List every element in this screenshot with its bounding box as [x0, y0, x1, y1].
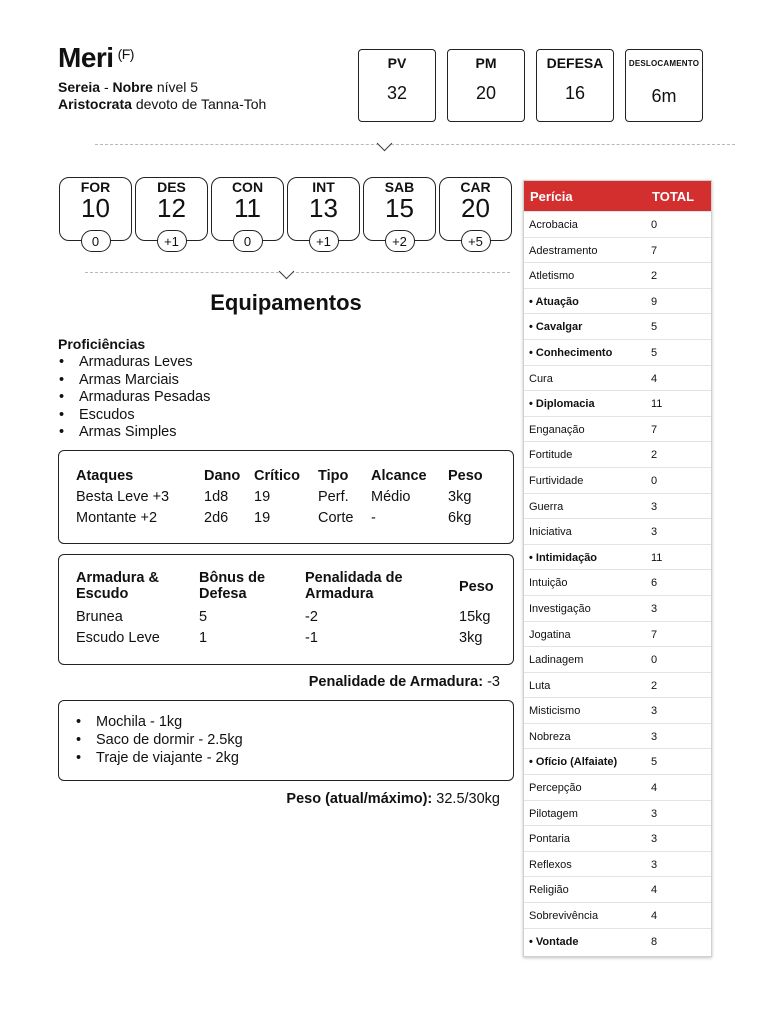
list-item: • Armas Simples — [58, 424, 210, 442]
skill-total: 3 — [651, 807, 658, 820]
skill-name: Furtividade — [529, 474, 584, 487]
skill-total: 11 — [651, 551, 663, 564]
skill-total: 8 — [651, 935, 658, 948]
table-header: Peso — [448, 468, 483, 484]
table-cell: Corte — [318, 510, 354, 526]
table-row — [524, 748, 711, 774]
list-item: • Mochila - 1kg — [76, 714, 243, 732]
table-header: Penalidada de Armadura — [305, 570, 403, 602]
list-item: • Armas Marciais — [58, 372, 210, 390]
attribute-des — [135, 177, 208, 249]
table-header: Crítico — [254, 468, 300, 484]
table-cell: 3kg — [448, 489, 472, 505]
table-row — [524, 672, 711, 698]
table-cell: 5 — [199, 609, 208, 625]
attribute-label: CAR — [460, 179, 491, 195]
table-row — [524, 902, 711, 928]
attribute-con — [211, 177, 284, 249]
skill-total: 0 — [651, 219, 658, 231]
table-row — [524, 262, 711, 288]
skill-total: 3 — [651, 500, 658, 513]
skill-total: 11 — [651, 398, 663, 411]
table-row — [524, 390, 711, 416]
skill-name: Luta — [529, 679, 551, 692]
attribute-value: 10 — [81, 193, 110, 223]
attribute-value: 15 — [385, 193, 414, 223]
skill-name: • Atuação — [529, 295, 579, 308]
table-row — [524, 493, 711, 519]
skill-total: 2 — [651, 270, 658, 283]
attribute-for — [59, 177, 132, 249]
table-row — [524, 774, 711, 800]
stat-label: DEFESA — [546, 55, 604, 71]
table-row — [524, 876, 711, 902]
attribute-label: CON — [231, 179, 264, 195]
skill-name: Religião — [529, 884, 569, 897]
race-origin-line — [58, 79, 198, 95]
table-header: Tipo — [318, 468, 349, 484]
skill-total: 7 — [651, 628, 658, 641]
skill-name: Fortitude — [529, 449, 573, 462]
section-title: Equipamentos — [210, 290, 362, 315]
skills-header-total: TOTAL — [652, 189, 695, 204]
character-name-text: Meri — [58, 42, 114, 73]
skill-total: 3 — [651, 705, 658, 718]
stat-label: DESLOCAMENTO — [628, 59, 700, 68]
table-cell: 19 — [254, 489, 271, 505]
skill-name: Nobreza — [529, 730, 571, 743]
attribute-sab — [363, 177, 436, 249]
table-row — [524, 723, 711, 749]
skills-table — [523, 180, 712, 957]
skill-total: 6 — [651, 577, 658, 590]
skills-rows — [524, 211, 711, 953]
list-item: • Armaduras Leves — [58, 354, 210, 372]
stat-pv — [358, 49, 436, 122]
race: Sereia — [58, 79, 101, 95]
table-row — [524, 288, 711, 314]
table-row — [524, 441, 711, 467]
skill-name: Jogatina — [529, 628, 571, 641]
skill-total: 5 — [651, 321, 658, 334]
table-cell: Montante +2 — [76, 510, 158, 526]
table-row — [524, 211, 711, 237]
attribute-modifier: 0 — [81, 230, 111, 252]
attribute-label: SAB — [384, 179, 415, 195]
table-row — [524, 928, 711, 954]
attribute-modifier: +5 — [461, 230, 491, 252]
skill-name: Investigação — [529, 602, 591, 615]
table-cell: 15kg — [459, 609, 491, 625]
armor-penalty-label: Penalidade de Armadura: — [308, 674, 484, 690]
skill-total: 3 — [651, 858, 658, 871]
table-row — [524, 646, 711, 672]
table-row — [524, 467, 711, 493]
skills-header — [524, 181, 711, 211]
table-row — [524, 416, 711, 442]
items-box — [58, 700, 514, 781]
table-row — [524, 365, 711, 391]
table-header: Peso — [459, 579, 494, 595]
separator: - — [103, 79, 109, 95]
attribute-value: 12 — [157, 193, 186, 223]
table-cell: 6kg — [448, 510, 472, 526]
table-cell: - — [371, 510, 376, 526]
level: nível 5 — [156, 79, 199, 95]
attribute-modifier: 0 — [233, 230, 263, 252]
table-row — [524, 237, 711, 263]
skill-total: 0 — [651, 474, 658, 487]
table-row — [524, 518, 711, 544]
skill-name: Intuição — [529, 577, 568, 590]
skill-total: 3 — [651, 730, 658, 743]
table-header: Ataques — [76, 468, 134, 484]
stat-defesa — [536, 49, 614, 122]
list-item: • Saco de dormir - 2.5kg — [76, 732, 243, 750]
attribute-label: FOR — [80, 179, 111, 195]
stat-value: 16 — [564, 83, 586, 103]
skill-name: Sobrevivência — [529, 910, 599, 923]
table-row — [524, 697, 711, 723]
table-row — [524, 313, 711, 339]
skill-total: 3 — [651, 833, 658, 846]
attribute-value: 13 — [309, 193, 338, 223]
skill-total: 3 — [651, 526, 658, 539]
skill-name: • Vontade — [529, 935, 579, 948]
table-cell: Perf. — [318, 489, 349, 505]
table-row — [524, 569, 711, 595]
class-line — [58, 96, 266, 112]
skill-name: Acrobacia — [529, 219, 578, 231]
stat-pm — [447, 49, 525, 122]
skill-total: 4 — [651, 910, 658, 923]
skill-total: 4 — [651, 372, 658, 385]
skill-total: 2 — [651, 679, 658, 692]
chevron-down-icon — [377, 136, 393, 152]
skill-name: Misticismo — [529, 705, 581, 718]
origin: Nobre — [112, 79, 153, 95]
stat-value: 32 — [386, 83, 408, 103]
table-header: Alcance — [371, 468, 427, 484]
skill-name: Atletismo — [529, 270, 575, 283]
table-row — [524, 851, 711, 877]
skill-total: 4 — [651, 782, 658, 795]
skills-header-name: Perícia — [530, 189, 573, 204]
skill-total: 4 — [651, 884, 658, 897]
list-item: • Escudos — [58, 407, 210, 425]
weight-label: Peso (atual/máximo): — [286, 791, 433, 807]
skill-name: Reflexos — [529, 858, 572, 871]
table-cell: 19 — [254, 510, 271, 526]
table-cell: -2 — [305, 609, 318, 625]
table-cell: 3kg — [459, 630, 483, 646]
proficiencies-list — [58, 354, 210, 442]
skill-total: 2 — [651, 449, 658, 462]
attacks-table — [58, 450, 514, 544]
weight-value: 32.5/30kg — [436, 791, 500, 807]
deity: devoto de Tanna-Toh — [135, 96, 267, 112]
skill-name: Pilotagem — [529, 807, 578, 820]
stat-value: 20 — [475, 83, 497, 103]
table-header: Dano — [204, 468, 241, 484]
stat-deslocamento — [625, 49, 703, 122]
skill-name: Iniciativa — [529, 526, 572, 539]
skill-total: 7 — [651, 423, 658, 436]
header-divider — [95, 144, 735, 145]
attribute-car — [439, 177, 512, 249]
attribute-value: 11 — [234, 193, 261, 223]
weight-summary — [286, 791, 500, 807]
skill-name: Ladinagem — [529, 654, 584, 667]
table-row — [524, 544, 711, 570]
table-row — [524, 339, 711, 365]
table-cell: Escudo Leve — [76, 630, 160, 646]
skill-total: 7 — [651, 244, 658, 257]
skill-total: 3 — [651, 602, 658, 615]
skill-name: • Cavalgar — [529, 321, 583, 334]
skill-name: Percepção — [529, 782, 582, 795]
attribute-value: 20 — [461, 193, 490, 223]
attributes-divider — [85, 272, 510, 273]
skill-total: 5 — [651, 756, 658, 769]
skill-name: • Ofício (Alfaiate) — [529, 756, 618, 769]
attribute-label: INT — [312, 179, 335, 195]
table-header: Armadura & Escudo — [76, 570, 159, 602]
skill-name: Guerra — [529, 500, 564, 513]
list-item: • Armaduras Pesadas — [58, 389, 210, 407]
class: Aristocrata — [58, 96, 132, 112]
skill-name: • Conhecimento — [529, 346, 613, 359]
table-row — [524, 595, 711, 621]
armor-table — [58, 554, 514, 665]
table-cell: 2d6 — [204, 510, 229, 526]
table-cell: Médio — [371, 489, 411, 505]
stat-value: 6m — [651, 86, 677, 106]
skill-total: 9 — [651, 295, 658, 308]
character-name — [58, 42, 134, 74]
attribute-int — [287, 177, 360, 249]
skill-total: 5 — [651, 346, 658, 359]
skill-name: Cura — [529, 372, 553, 385]
skill-name: Pontaria — [529, 833, 570, 846]
character-gender: (F) — [117, 46, 134, 62]
stat-label: PV — [387, 55, 407, 71]
table-cell: -1 — [305, 630, 318, 646]
table-row — [524, 825, 711, 851]
attribute-label: DES — [157, 179, 186, 195]
attribute-modifier: +2 — [385, 230, 415, 252]
skill-name: Enganação — [529, 423, 585, 436]
chevron-down-icon — [279, 264, 295, 280]
table-cell: 1d8 — [204, 489, 229, 505]
proficiencies-title: Proficiências — [58, 336, 146, 352]
skill-name: Adestramento — [529, 244, 598, 257]
list-item: • Traje de viajante - 2kg — [76, 750, 243, 768]
table-cell: 1 — [199, 630, 208, 646]
table-row — [524, 800, 711, 826]
attribute-modifier: +1 — [309, 230, 339, 252]
skill-name: • Diplomacia — [529, 398, 595, 411]
items-list — [76, 714, 243, 768]
stat-label: PM — [475, 55, 497, 71]
table-cell: Besta Leve +3 — [76, 489, 170, 505]
armor-penalty — [309, 674, 500, 690]
skill-name: • Intimidação — [529, 551, 598, 564]
attribute-modifier: +1 — [157, 230, 187, 252]
table-cell: Brunea — [76, 609, 123, 625]
armor-penalty-value: -3 — [487, 674, 500, 690]
table-header: Bônus de Defesa — [199, 570, 266, 602]
skill-total: 0 — [651, 654, 658, 667]
table-row — [524, 621, 711, 647]
